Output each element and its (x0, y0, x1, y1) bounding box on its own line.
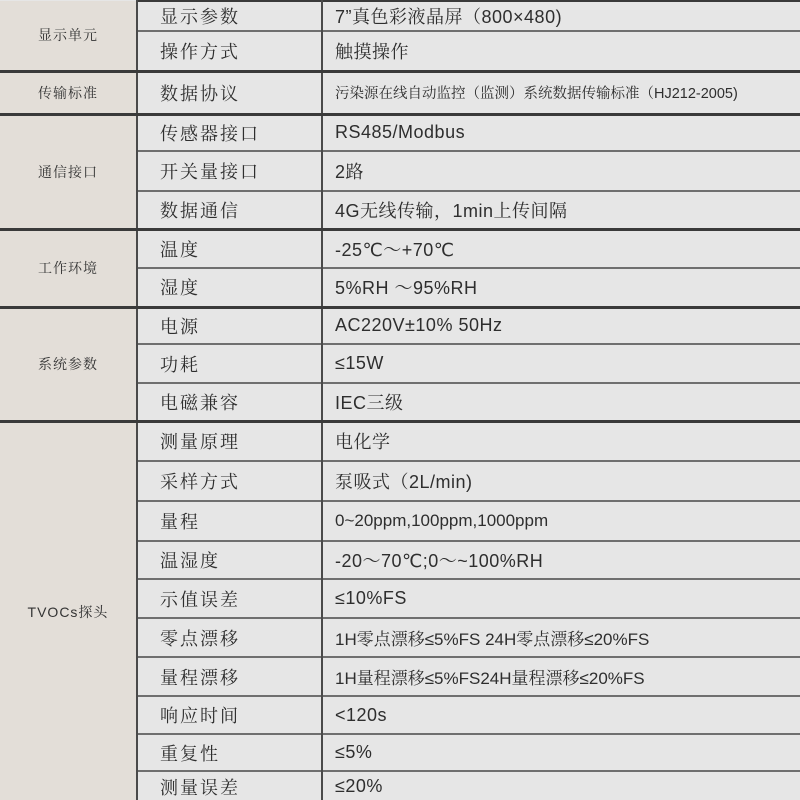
table-row (0, 114, 800, 151)
category-cell: 系统参数 (0, 307, 137, 421)
value-cell: ≤5% (322, 734, 800, 771)
value-cell: 泵吸式（2L/min) (322, 461, 800, 501)
parameter-cell: 电源 (137, 307, 322, 344)
parameter-cell: 量程漂移 (137, 657, 322, 696)
parameter-cell: 重复性 (137, 734, 322, 771)
value-cell: 电化学 (322, 421, 800, 461)
value-cell: 2路 (322, 151, 800, 191)
parameter-cell: 开关量接口 (137, 151, 322, 191)
parameter-cell: 温度 (137, 229, 322, 268)
value-cell: ≤15W (322, 344, 800, 383)
value-cell: ≤10%FS (322, 579, 800, 618)
value-cell: 1H零点漂移≤5%FS 24H零点漂移≤20%FS (322, 618, 800, 657)
category-cell: TVOCs探头 (0, 421, 137, 800)
parameter-cell: 采样方式 (137, 461, 322, 501)
parameter-cell: 数据协议 (137, 71, 322, 114)
value-cell: RS485/Modbus (322, 114, 800, 151)
table-row (0, 229, 800, 268)
value-cell: 污染源在线自动监控（监测）系统数据传输标准（HJ212-2005) (322, 71, 800, 114)
value-cell: -25℃～+70℃ (322, 229, 800, 268)
parameter-cell: 湿度 (137, 268, 322, 307)
value-cell: 4G无线传输，1min上传间隔 (322, 191, 800, 229)
value-cell: 5%RH ～95%RH (322, 268, 800, 307)
parameter-cell: 测量原理 (137, 421, 322, 461)
table-row (0, 307, 800, 344)
category-cell: 工作环境 (0, 229, 137, 307)
parameter-cell: 显示参数 (137, 1, 322, 31)
table-row (0, 421, 800, 461)
parameter-cell: 传感器接口 (137, 114, 322, 151)
value-cell: 0~20ppm,100ppm,1000ppm (322, 501, 800, 541)
parameter-cell: 零点漂移 (137, 618, 322, 657)
value-cell: 触摸操作 (322, 31, 800, 71)
parameter-cell: 数据通信 (137, 191, 322, 229)
parameter-cell: 温湿度 (137, 541, 322, 579)
parameter-cell: 示值误差 (137, 579, 322, 618)
parameter-cell: 操作方式 (137, 31, 322, 71)
spec-table-body (0, 1, 800, 800)
value-cell: 1H量程漂移≤5%FS24H量程漂移≤20%FS (322, 657, 800, 696)
value-cell: <120s (322, 696, 800, 734)
category-cell: 通信接口 (0, 114, 137, 229)
value-cell: AC220V±10% 50Hz (322, 307, 800, 344)
value-cell: ≤20% (322, 771, 800, 800)
value-cell: 7”真色彩液晶屏（800×480) (322, 1, 800, 31)
category-cell: 显示单元 (0, 1, 137, 71)
parameter-cell: 量程 (137, 501, 322, 541)
table-row (0, 71, 800, 114)
table-row (0, 1, 800, 31)
parameter-cell: 测量误差 (137, 771, 322, 800)
category-cell: 传输标准 (0, 71, 137, 114)
value-cell: -20～70℃;0～~100%RH (322, 541, 800, 579)
parameter-cell: 响应时间 (137, 696, 322, 734)
value-cell: IEC三级 (322, 383, 800, 421)
parameter-cell: 电磁兼容 (137, 383, 322, 421)
parameter-cell: 功耗 (137, 344, 322, 383)
